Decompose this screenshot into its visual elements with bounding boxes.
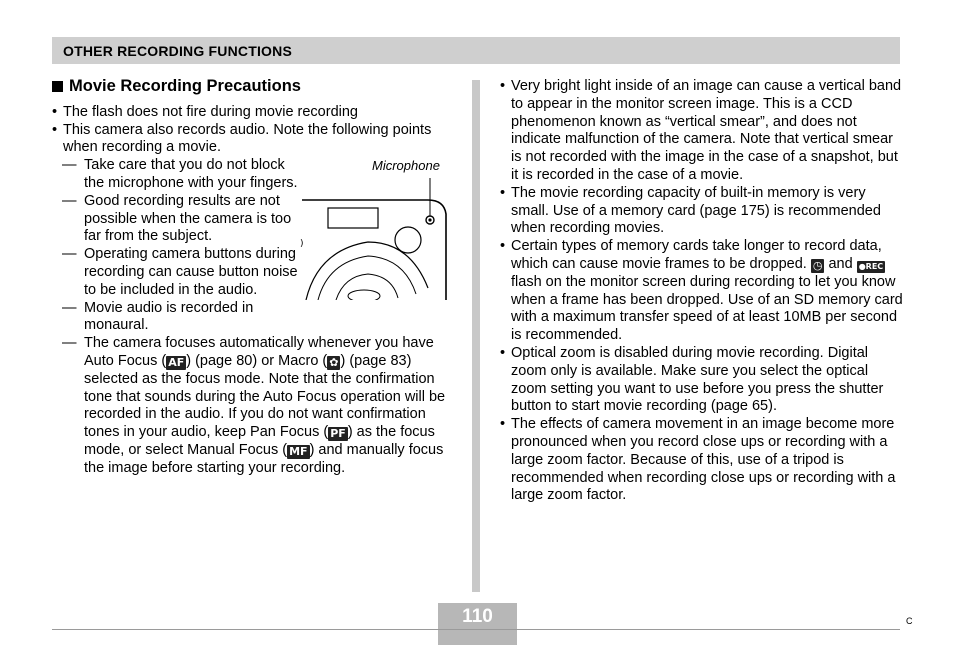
page-number: 110 — [462, 606, 493, 627]
figure-label-microphone: Microphone — [372, 158, 440, 173]
dash-text: Take care that you do not block the microphone with your fingers. — [84, 157, 298, 191]
af-text-5: ) and manually focus the image before starting your recording. — [84, 441, 444, 476]
dash-text: Movie audio is recorded in monaural. — [84, 299, 254, 334]
bullet-item-frame-drop — [500, 238, 903, 345]
square-bullet-icon — [52, 81, 63, 92]
dash-mark: — — [62, 246, 77, 263]
frame-drop-text-2: and — [824, 255, 857, 272]
dash-item-autofocus — [52, 335, 452, 477]
right-column — [500, 78, 902, 505]
section-title — [52, 78, 452, 96]
page-number-tab-lower — [438, 630, 517, 645]
dash-mark: — — [62, 335, 77, 352]
corner-mark: C — [906, 616, 913, 626]
auto-focus-icon: AF — [168, 355, 185, 369]
dash-mark: — — [62, 157, 77, 174]
dash-item — [52, 300, 279, 336]
dash-mark: — — [62, 299, 77, 316]
frame-drop-text-3: flash on the monitor screen during recording to let you know when a frame has been dropped. Use of an SD memory card with a maximum transfer speed of at least 10MB per second is recommended. — [511, 273, 903, 344]
af-text-3: ) (page 83) selected as the focus mode. Note that the confirmation tone that sounds during the Auto Focus operation will be recorded in the audio. If you do not want confirmation tones in your audio, keep Pan Focus ( — [84, 352, 446, 441]
af-text-2: ) (page 80) or Macro ( — [186, 352, 328, 369]
bullet-item: • Very bright light inside of an image can cause a vertical band to appear in the monitor screen image. This is a CCD phenomenon known as “vertical smear”, and does not indicate malfunction of the camera. Note that vertical smear is not recorded with the image in the case of a snapshot, but it is recorded in the case of a movie. — [500, 78, 903, 185]
frame-drop-text-1: Certain types of memory cards take longer to record data, which can cause movie frames to be dropped. — [511, 238, 882, 272]
page-number-box — [438, 603, 517, 645]
dash-text: Good recording results are not possible when the camera is too far from the subject. — [84, 192, 292, 245]
dash-item — [52, 157, 299, 193]
column-divider — [472, 80, 480, 592]
dash-item — [52, 246, 299, 299]
manual-focus-icon: MF — [289, 444, 308, 458]
dash-mark: — — [62, 192, 77, 209]
bullet-item: • Optical zoom is disabled during movie recording. Digital zoom only is available. Make sure you select the optical zoom setting you want to use before you press the shutter button to start movie recording (page 65). — [500, 345, 903, 416]
bullet-item: • The flash does not fire during movie recording — [52, 104, 452, 122]
dash-item — [52, 193, 299, 246]
header-bar — [52, 37, 900, 64]
af-text-4: ) as the focus mode, or select Manual Focus ( — [84, 424, 435, 458]
bullet-item: • This camera also records audio. Note the following points when recording a movie. — [52, 122, 452, 158]
page-header-title: OTHER RECORDING FUNCTIONS — [63, 43, 292, 59]
af-text-1: The camera focuses automatically whenever you have Auto Focus ( — [84, 335, 434, 369]
frame-drop-icon: ◷ — [812, 258, 823, 272]
section-title-text: Movie Recording Precautions — [69, 77, 301, 95]
bullet-item: • The movie recording capacity of built-in memory is very small. Use of a memory card (page 175) is recommended when recording movies. — [500, 185, 903, 238]
dash-text: Operating camera buttons during recording can cause button noise to be included in the audio. — [84, 246, 298, 298]
bullet-item: • The effects of camera movement in an image become more pronounced when you record close ups or recording with a large zoom factor. Because of this, use of a tripod is recommended when recording close ups or recording with a large zoom factor. — [500, 416, 903, 505]
camera-front-illustration — [298, 170, 450, 300]
pan-focus-icon: PF — [330, 427, 346, 441]
rec-indicator-icon: ●REC — [858, 261, 884, 271]
macro-icon: ✿ — [329, 355, 339, 369]
svg-text:): ) — [300, 239, 304, 249]
